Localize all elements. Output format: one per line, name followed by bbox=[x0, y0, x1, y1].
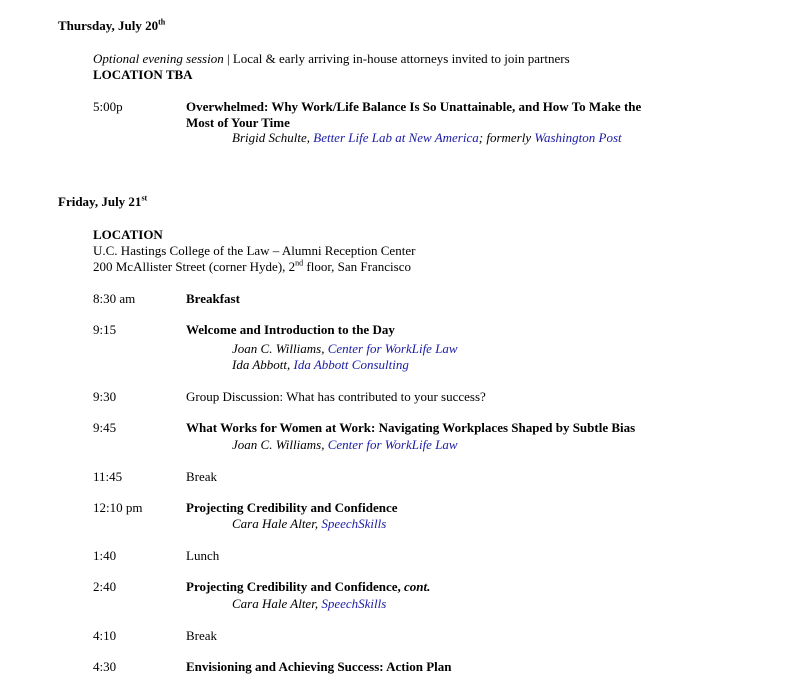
session-title: Break bbox=[186, 469, 218, 484]
session-title: Overwhelmed: Why Work/Life Balance Is So Unattainable, and How To Make the bbox=[186, 99, 642, 114]
session-title-cont: Most of Your Time bbox=[186, 115, 290, 130]
org-link[interactable]: Washington Post bbox=[534, 130, 622, 145]
org-link[interactable]: Center for WorkLife Law bbox=[327, 437, 458, 452]
session-title: What Works for Women at Work: Navigating Workplaces Shaped by Subtle Bias bbox=[186, 420, 636, 435]
session-title: Group Discussion: What has contributed to your success? bbox=[186, 389, 486, 404]
friday-heading: Friday, July 21st bbox=[58, 193, 148, 209]
speaker-line: Joan C. Williams, Center for WorkLife Law bbox=[232, 341, 458, 356]
session-time: 9:30 bbox=[93, 389, 117, 404]
org-link[interactable]: Center for WorkLife Law bbox=[327, 341, 458, 356]
session-time: 9:15 bbox=[93, 322, 117, 337]
session-time: 1:40 bbox=[93, 548, 117, 563]
session-time: 11:45 bbox=[93, 469, 123, 484]
speaker-line: Joan C. Williams, Center for WorkLife Law bbox=[232, 437, 458, 452]
session-title: Projecting Credibility and Confidence, cont. bbox=[186, 579, 431, 594]
org-link[interactable]: SpeechSkills bbox=[321, 596, 387, 611]
speaker-line: Cara Hale Alter, SpeechSkills bbox=[232, 596, 387, 611]
speaker-line: Brigid Schulte, Better Life Lab at New America; formerly Washington Post bbox=[232, 130, 622, 145]
venue: U.C. Hastings College of the Law – Alumni Reception Center bbox=[93, 243, 416, 258]
thursday-location: LOCATION TBA bbox=[93, 67, 193, 82]
session-time: 12:10 pm bbox=[93, 500, 143, 515]
session-title: Break bbox=[186, 628, 218, 643]
session-time: 9:45 bbox=[93, 420, 117, 435]
session-title: Lunch bbox=[186, 548, 220, 563]
optional-session-note: Optional evening session | Local & early arriving in-house attorneys invited to join partners bbox=[93, 51, 570, 66]
session-time: 5:00p bbox=[93, 99, 123, 114]
org-link[interactable]: Better Life Lab at New America bbox=[313, 130, 479, 145]
session-title: Breakfast bbox=[186, 291, 240, 306]
org-link[interactable]: SpeechSkills bbox=[321, 516, 387, 531]
thursday-heading: Thursday, July 20th bbox=[58, 17, 166, 33]
session-title: Envisioning and Achieving Success: Action Plan bbox=[186, 659, 452, 674]
speaker-line: Cara Hale Alter, SpeechSkills bbox=[232, 516, 387, 531]
session-time: 4:30 bbox=[93, 659, 117, 674]
session-title: Welcome and Introduction to the Day bbox=[186, 322, 395, 337]
session-time: 4:10 bbox=[93, 628, 117, 643]
session-title: Projecting Credibility and Confidence bbox=[186, 500, 398, 515]
org-link[interactable]: Ida Abbott Consulting bbox=[293, 357, 409, 372]
speaker-line: Ida Abbott, Ida Abbott Consulting bbox=[232, 357, 409, 372]
friday-location-label: LOCATION bbox=[93, 227, 163, 242]
session-time: 2:40 bbox=[93, 579, 117, 594]
address: 200 McAllister Street (corner Hyde), 2nd floor, San Francisco bbox=[93, 258, 411, 274]
session-time: 8:30 am bbox=[93, 291, 136, 306]
